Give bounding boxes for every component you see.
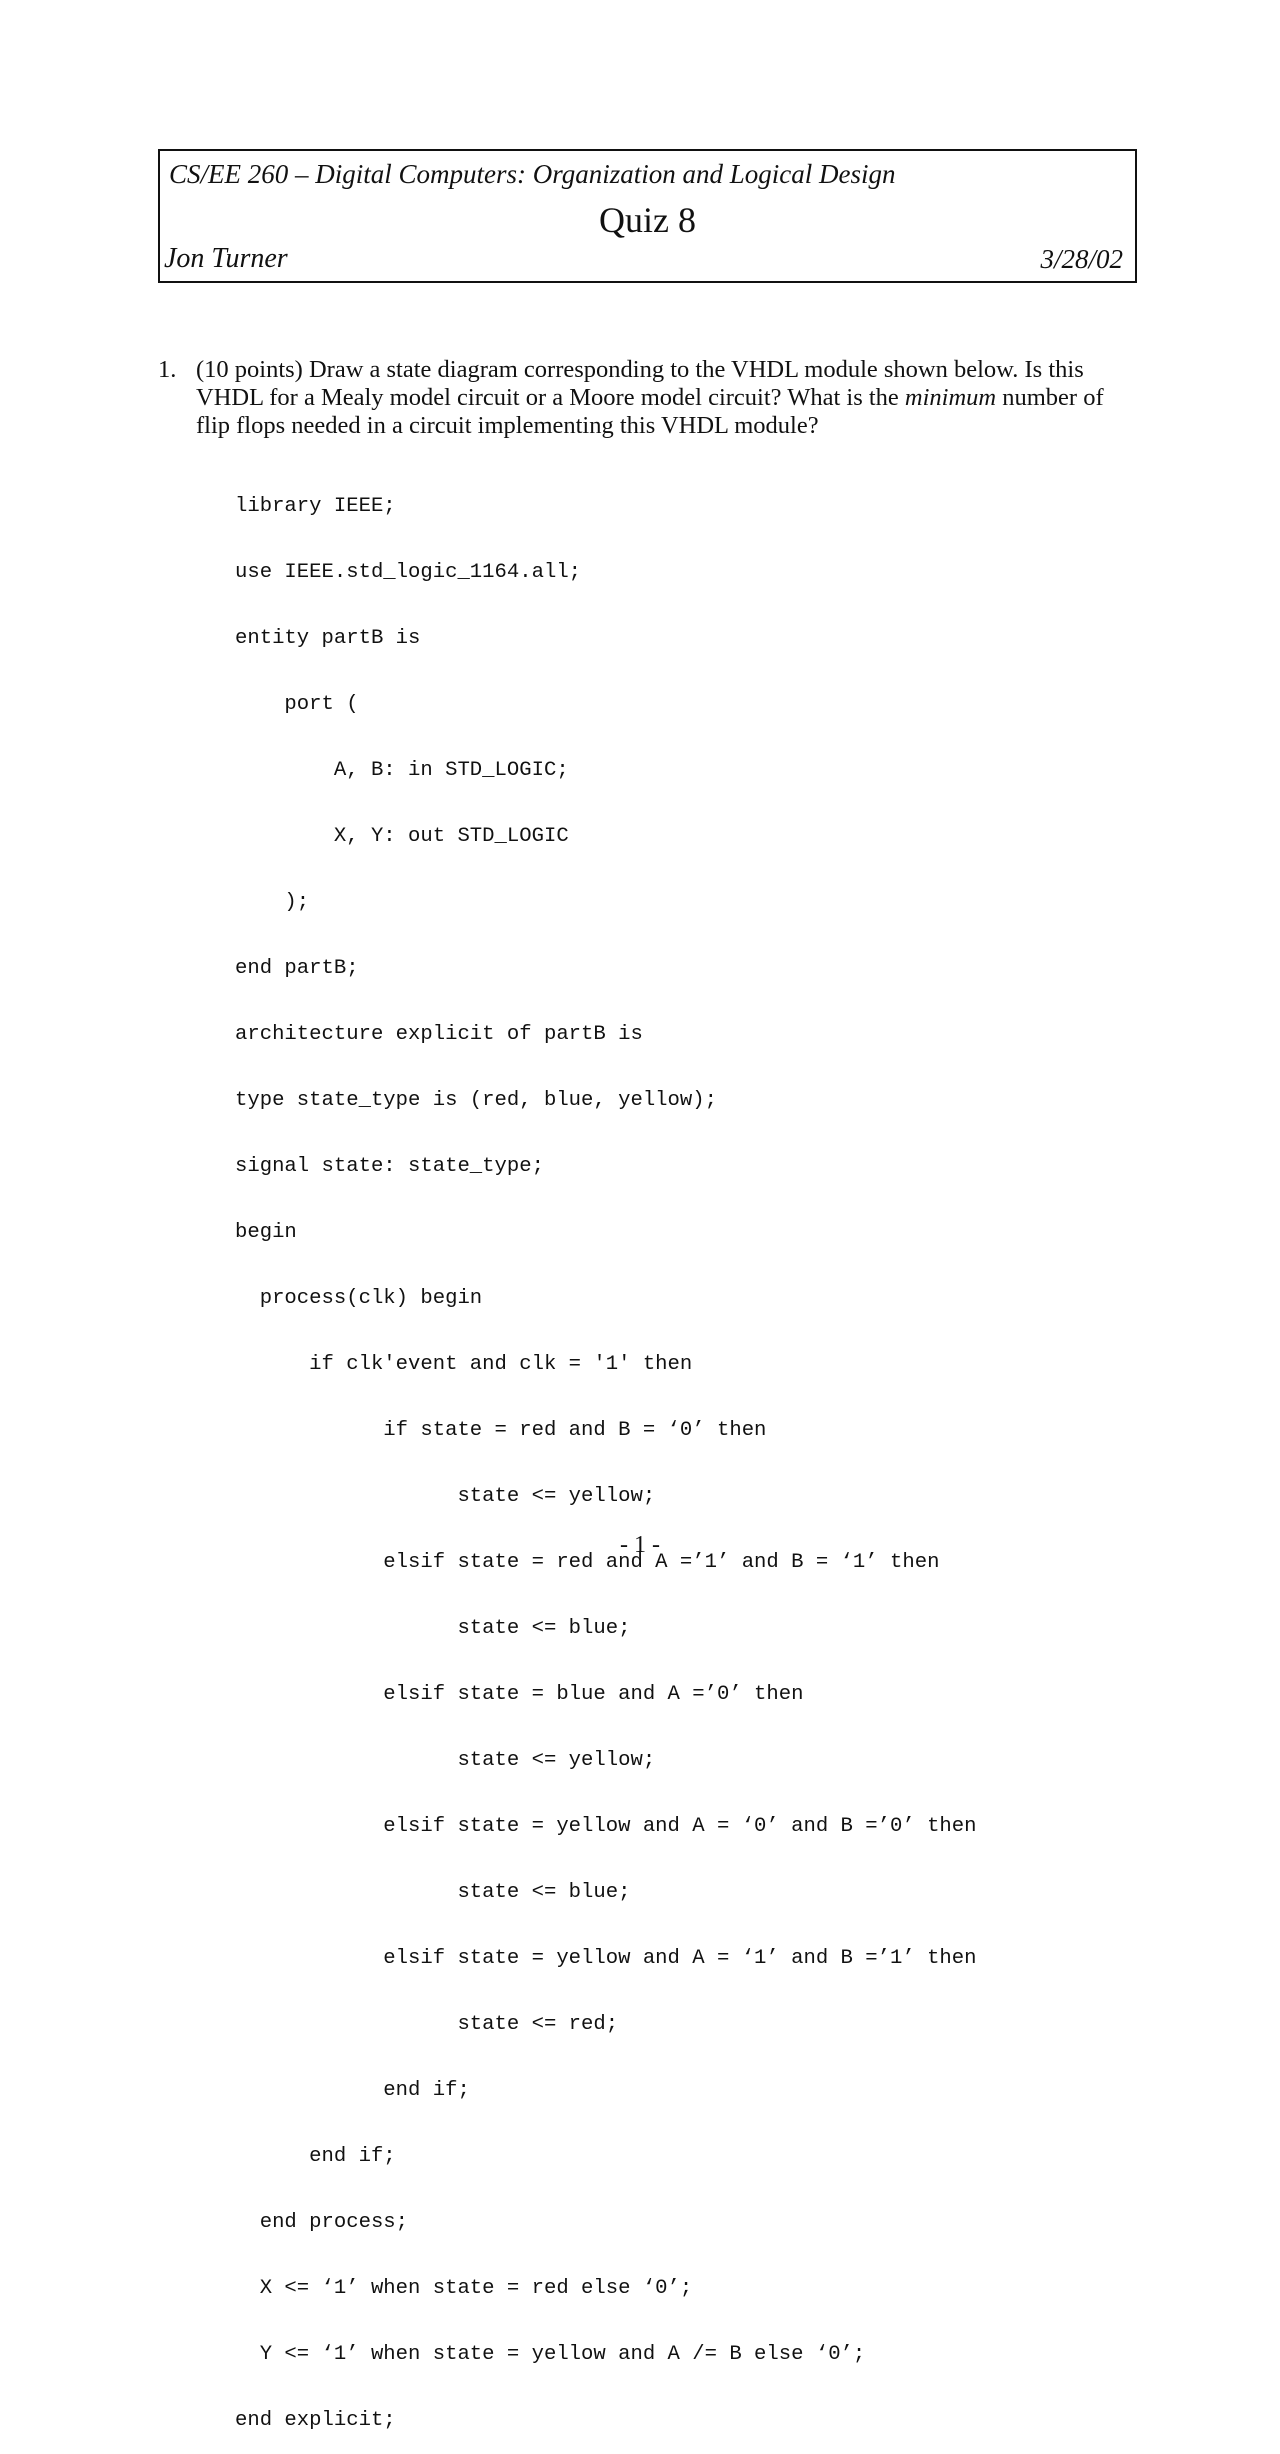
code-line: elsif state = red and A =’1’ and B = ‘1’ then — [235, 1551, 940, 1574]
course-title: CS/EE 260 – Digital Computers: Organization and Logical Design — [169, 159, 896, 189]
code-line: elsif state = yellow and A = ‘1’ and B =’1’ then — [235, 1947, 977, 1970]
code-line: state <= blue; — [235, 1617, 631, 1640]
author-name: Jon Turner — [164, 243, 288, 274]
code-line: if clk'event and clk = '1' then — [235, 1353, 693, 1376]
code-line: if state = red and B = ‘0’ then — [235, 1419, 767, 1442]
page-number: - 1 - — [620, 1532, 660, 1558]
code-line: state <= yellow; — [235, 1749, 656, 1772]
question-1 — [158, 356, 1138, 440]
code-line: process(clk) begin — [235, 1287, 483, 1310]
question-text-after: number of flip flops needed in a circuit implementing this VHDL module? — [196, 384, 1104, 439]
vhdl-code-block — [235, 452, 977, 2454]
question-text-before: (10 points) Draw a state diagram corresponding to the VHDL module shown below. Is this VHDL for a Mealy model circuit or a Moore model circuit? What is the — [196, 356, 1084, 411]
code-line: state <= blue; — [235, 1881, 631, 1904]
code-line: elsif state = yellow and A = ‘0’ and B =’0’ then — [235, 1815, 977, 1838]
code-line: library IEEE; — [235, 495, 396, 518]
code-line: signal state: state_type; — [235, 1155, 544, 1178]
code-line: begin — [235, 1221, 297, 1244]
quiz-title: Quiz 8 — [599, 200, 696, 240]
code-line: A, B: in STD_LOGIC; — [235, 759, 569, 782]
code-line: X <= ‘1’ when state = red else ‘0’; — [235, 2277, 693, 2300]
code-line: ); — [235, 891, 310, 914]
code-line: port ( — [235, 693, 359, 716]
code-line: state <= yellow; — [235, 1485, 656, 1508]
quiz-date: 3/28/02 — [1040, 244, 1123, 274]
code-line: end process; — [235, 2211, 409, 2234]
code-line: state <= red; — [235, 2013, 619, 2036]
code-line: use IEEE.std_logic_1164.all; — [235, 561, 582, 584]
code-line: elsif state = blue and A =’0’ then — [235, 1683, 804, 1706]
question-text — [196, 356, 1138, 440]
question-number: 1. — [158, 356, 177, 383]
code-line: type state_type is (red, blue, yellow); — [235, 1089, 717, 1112]
question-emphasis: minimum — [904, 384, 997, 411]
header-box — [158, 149, 1137, 283]
code-line: end partB; — [235, 957, 359, 980]
code-line: entity partB is — [235, 627, 421, 650]
code-line: end explicit; — [235, 2409, 396, 2432]
code-line: architecture explicit of partB is — [235, 1023, 643, 1046]
code-line: X, Y: out STD_LOGIC — [235, 825, 569, 848]
code-line: end if; — [235, 2145, 396, 2168]
code-line: end if; — [235, 2079, 470, 2102]
code-line: Y <= ‘1’ when state = yellow and A /= B else ‘0’; — [235, 2343, 866, 2366]
